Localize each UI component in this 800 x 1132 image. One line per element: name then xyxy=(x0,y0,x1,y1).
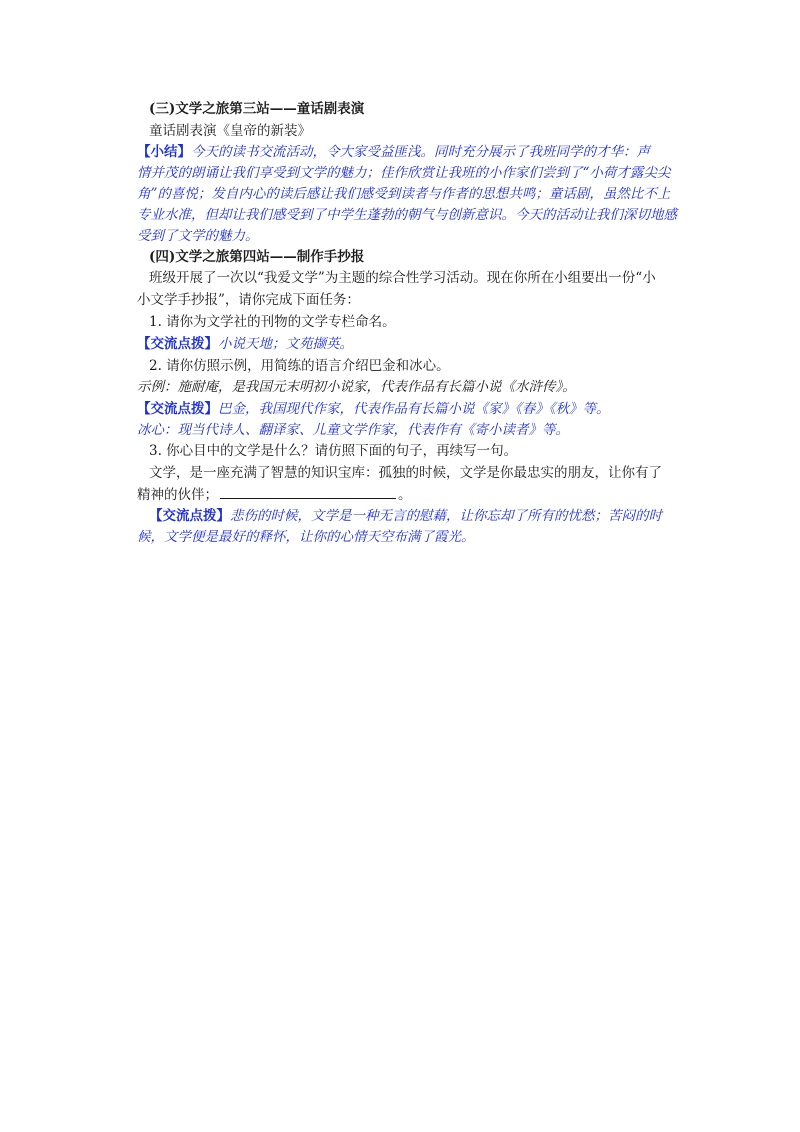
question-2: 2. 请你仿照示例，用简练的语言介绍巴金和冰心。 xyxy=(149,358,450,374)
tip-tag: 【交流点拨】 xyxy=(149,508,230,524)
answer-2-line-1: 【交流点拨】巴金，我国现代作家，代表作品有长篇小说《家》《春》《秋》等。 xyxy=(137,401,610,417)
answer-3-line-2: 候，文学便是最好的释怀，让你的心情天空布满了霞光。 xyxy=(137,529,475,545)
section4-intro-1: 班级开展了一次以“我爱文学”为主题的综合性学习活动。现在你所在小组要出一份“小 xyxy=(149,270,656,286)
section4-intro-2: 小文学手抄报”，请你完成下面任务： xyxy=(137,292,360,308)
summary-line-2: 情并茂的朗诵让我们享受到文学的魅力；佳作欣赏让我班的小作家们尝到了“小荷才露尖尖 xyxy=(137,165,671,181)
summary-tag: 【小结】 xyxy=(137,144,191,160)
fill-in-blank[interactable] xyxy=(220,485,396,499)
answer-1: 【交流点拨】小说天地；文苑撷英。 xyxy=(137,336,353,352)
summary-line-4: 专业水准，但却让我们感受到了中学生蓬勃的朝气与创新意识。今天的活动让我们深切地感 xyxy=(137,207,677,223)
summary-line-1: 【小结】今天的读书交流活动，令大家受益匪浅。同时充分展示了我班同学的才华：声 xyxy=(137,144,650,160)
section4-heading: (四)文学之旅第四站——制作手抄报 xyxy=(149,249,365,265)
question-1: 1. 请你为文学社的刊物的文学专栏命名。 xyxy=(149,314,396,330)
answer-3-line-1: 【交流点拨】悲伤的时候，文学是一种无言的慰藉，让你忘却了所有的忧愁；苦闷的时 xyxy=(149,508,662,524)
tip-tag: 【交流点拨】 xyxy=(137,336,218,352)
section3-heading: (三)文学之旅第三站——童话剧表演 xyxy=(149,101,365,117)
answer-2-line-2: 冰心：现当代诗人、翻译家、儿童文学作家，代表作有《寄小读者》等。 xyxy=(137,422,569,438)
summary-line-3: 角”的喜悦；发自内心的读后感让我们感受到读者与作者的思想共鸣；童话剧，虽然比不上 xyxy=(137,186,671,202)
q3-text-line-2: 精神的伙伴； 。 xyxy=(137,487,412,503)
section3-subtitle: 童话剧表演《皇帝的新装》 xyxy=(149,123,311,139)
example-text: 示例：施耐庵，是我国元末明初小说家，代表作品有长篇小说《水浒传》。 xyxy=(137,379,576,395)
question-3: 3. 你心目中的文学是什么？请仿照下面的句子，再续写一句。 xyxy=(149,443,518,459)
summary-line-5: 受到了文学的魅力。 xyxy=(137,228,259,244)
tip-tag: 【交流点拨】 xyxy=(137,401,218,417)
q3-text-line-1: 文学，是一座充满了智慧的知识宝库：孤独的时候，文学是你最忠实的朋友，让你有了 xyxy=(149,465,662,481)
